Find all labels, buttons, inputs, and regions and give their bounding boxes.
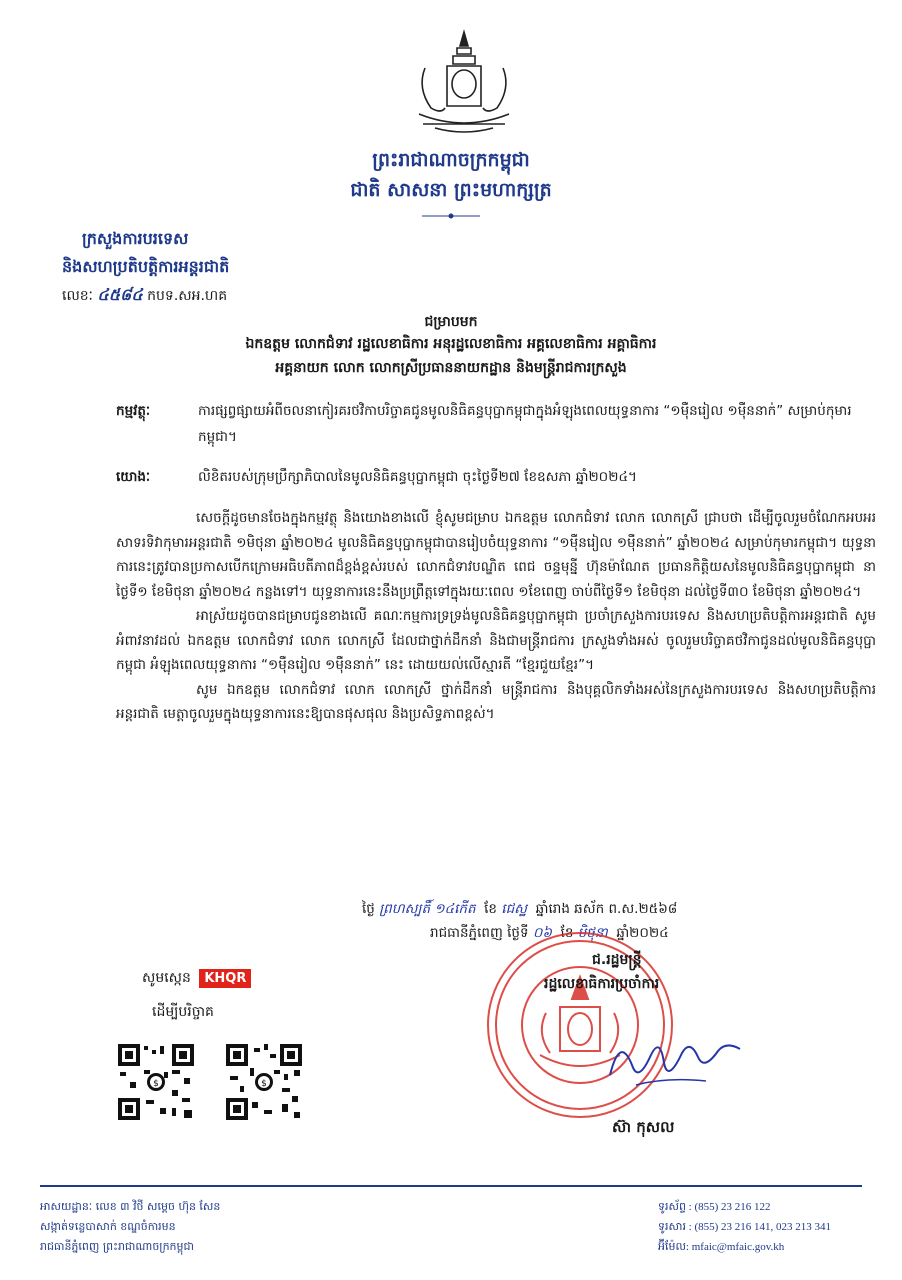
ref-suffix: កបទ.សអ.ហគ bbox=[147, 288, 228, 304]
lunar-year: ឆ្នាំរោង ឆស័ក ព.ស.២៥៦៨ bbox=[535, 901, 678, 917]
donation-purpose: ដើម្បីបរិច្ចាគ bbox=[152, 1004, 214, 1020]
addressee-line2: អគ្គនាយក លោក លោកស្រីប្រធាននាយកដ្ឋាន និងមន្ត្រីរាជការក្រសួង bbox=[275, 360, 627, 376]
signer-title-2: រដ្ឋលេខាធិការប្រចាំការ bbox=[544, 976, 660, 992]
date-month: មិថុនា bbox=[577, 925, 608, 941]
ministry-name-line2: និងសហប្រតិបត្តិការអន្តរជាតិ bbox=[62, 257, 230, 276]
ministry-name-line1: ក្រសួងការបរទេស bbox=[82, 229, 189, 248]
footer-phone: ទូរស័ព្ទ : (855) 23 216 122 bbox=[658, 1201, 771, 1213]
ornament-divider bbox=[420, 212, 482, 220]
lunar-month: ជេស្ឋ bbox=[501, 901, 528, 917]
handwritten-signature bbox=[600, 1025, 750, 1095]
body-paragraph-1: សេចក្តីដូចមានចែងក្នុងកម្មវត្ថុ និងយោងខាងលើ ខ្ញុំសូមជម្រាប ឯកឧត្តម លោកជំទាវ លោក លោកស្រី ជ្រាបថា ដើម្បីចូលរួមចំណែកអបអរសាទរទិវាកុមារអន្តរជាតិ ១មិថុនា ឆ្នាំ២០២៤ មូលនិធិគន្ធបុប្ផាកម្ពុជាបានរៀបចំយុទ្ធនាការ “១ម៉ឺនរៀល ១ម៉ឺននាក់” ឆ្នាំ២០២៤ សម្រាប់កុមារកម្ពុជា។ យុទ្ធនាការនេះត្រូវបានប្រកាសបើកក្រោមអធិបតីភាពដ៏ខ្ពង់ខ្ពស់របស់ លោកជំទាវបណ្ឌិត ពេជ ចន្ទមុន្នី ហ៊ុនម៉ាណែត ប្រធានកិត្តិយសនៃមូលនិធិគន្ធបុប្ផាកម្ពុជា នាថ្ងៃទី១ ខែមិថុនា ឆ្នាំ២០២៤ កន្លងទៅ។ យុទ្ធនាការនេះនឹងប្រព្រឹត្តទៅក្នុងរយៈពេល ១ខែពេញ ចាប់ពីថ្ងៃទី១ ខែមិថុនា ដល់ថ្ងៃទី៣០ ខែមិថុនា ឆ្នាំ២០២៤។ bbox=[116, 510, 876, 600]
svg-text:$: $ bbox=[261, 1079, 267, 1089]
lunar-date: ថ្ងៃ ព្រហស្បតិ៍ ១៤កើត ខែ ជេស្ឋ ឆ្នាំរោង ឆស័ក ព.ស.២៥៦៨ bbox=[362, 901, 678, 917]
ref-number: ៤៥៨៤ bbox=[97, 285, 143, 304]
scan-instruction: សូមស្កេន KHQR bbox=[142, 968, 251, 989]
footer-fax: ទូរសារ : (855) 23 216 141, 023 213 341 bbox=[658, 1221, 832, 1233]
qr-code-1[interactable] bbox=[116, 1042, 196, 1122]
national-motto: ជាតិ សាសនា ព្រះមហាក្សត្រ bbox=[350, 179, 552, 201]
subject-label: កម្មវត្ថុៈ bbox=[116, 403, 151, 419]
lunar-day: ព្រហស្បតិ៍ ១៤កើត bbox=[379, 901, 476, 917]
subject-text: ការផ្សព្វផ្សាយអំពីចលនាកៀរគរថវិកាបរិច្ចាគជូនមូលនិធិគន្ធបុប្ផាកម្ពុជាក្នុងអំឡុងពេលយុទ្ធនាការ “១ម៉ឺនរៀល ១ម៉ឺននាក់” សម្រាប់កុមារកម្ពុជា។ bbox=[198, 403, 852, 445]
date-day: ០៦ bbox=[532, 925, 552, 941]
kingdom-title: ព្រះរាជាណាចក្រកម្ពុជា bbox=[372, 149, 530, 171]
gregorian-date: រាជធានីភ្នំពេញ ថ្ងៃទី ០៦ ខែ មិថុនា ឆ្នាំ២០២៤ bbox=[430, 925, 669, 941]
khqr-logo: KHQR bbox=[199, 969, 251, 988]
body-paragraph-2: អាស្រ័យដូចបានជម្រាបជូនខាងលើ គណៈកម្មការទ្រទ្រង់មូលនិធិគន្ធបុប្ផាកម្ពុជា ប្រចាំក្រសួងការបរទេស និងសហប្រតិបត្តិការអន្តរជាតិ សូមអំពាវនាវដល់ ឯកឧត្តម លោកជំទាវ លោក លោកស្រី ដែលជាថ្នាក់ដឹកនាំ និងជាមន្ត្រីរាជការ ក្រសួងទាំងអស់ ចូលរួមបរិច្ចាគថវិកាជូនដល់មូលនិធិគន្ធបុប្ផាកម្ពុជា អំឡុងពេលយុទ្ធនាការ “១ម៉ឺនរៀល ១ម៉ឺននាក់” នេះ ដោយយល់លើស្មារតី “ខ្មែរជួយខ្មែរ”។ bbox=[116, 608, 876, 673]
date-year: ឆ្នាំ២០២៤ bbox=[616, 925, 669, 941]
footer-address-2: សង្កាត់ទន្លេបាសាក់ ខណ្ឌចំការមន bbox=[40, 1220, 176, 1233]
svg-text:$: $ bbox=[153, 1079, 159, 1089]
signer-title-1: ជ.រដ្ឋមន្ត្រី bbox=[592, 952, 642, 968]
salutation-heading: ជម្រាបមក bbox=[424, 314, 478, 330]
letter-body bbox=[116, 506, 876, 727]
footer-address-1: អាសយដ្ឋានៈ លេខ ៣ វិថី សម្តេច ហ៊ុន សែន bbox=[40, 1200, 221, 1213]
footer-divider bbox=[40, 1185, 862, 1187]
reference-number bbox=[62, 284, 227, 308]
body-paragraph-3: សូម ឯកឧត្តម លោកជំទាវ លោក លោកស្រី ថ្នាក់ដឹកនាំ មន្ត្រីរាជការ និងបុគ្គលិកទាំងអស់នៃក្រសួងការបរទេស និងសហប្រតិបត្តិការអន្តរជាតិ មេត្តាចូលរួមក្នុងយុទ្ធនាការនេះឱ្យបានផុសផុល និងប្រសិទ្ធភាពខ្ពស់។ bbox=[116, 681, 876, 722]
reference-label: យោងៈ bbox=[116, 469, 151, 485]
footer-address-3: រាជធានីភ្នំពេញ ព្រះរាជាណាចក្រកម្ពុជា bbox=[40, 1240, 194, 1253]
reference-row bbox=[116, 464, 876, 490]
royal-emblem bbox=[405, 28, 523, 136]
reference-text: លិខិតរបស់ក្រុមប្រឹក្សាភិបាលនៃមូលនិធិគន្ធបុប្ផាកម្ពុជា ចុះថ្ងៃទី២៧ ខែឧសភា ឆ្នាំ២០២៤។ bbox=[198, 469, 637, 485]
addressee-line1: ឯកឧត្តម លោកជំទាវ រដ្ឋលេខាធិការ អនុរដ្ឋលេខាធិការ អគ្គលេខាធិការ អគ្គាធិការ bbox=[245, 336, 657, 352]
signer-name: ស៊ា កុសល bbox=[612, 1118, 675, 1136]
footer-email[interactable]: អ៊ីម៉ែល: mfaic@mfaic.gov.kh bbox=[658, 1241, 785, 1253]
qr-code-2[interactable] bbox=[224, 1042, 304, 1122]
subject-row bbox=[116, 398, 876, 445]
ref-label: លេខៈ bbox=[62, 288, 93, 304]
